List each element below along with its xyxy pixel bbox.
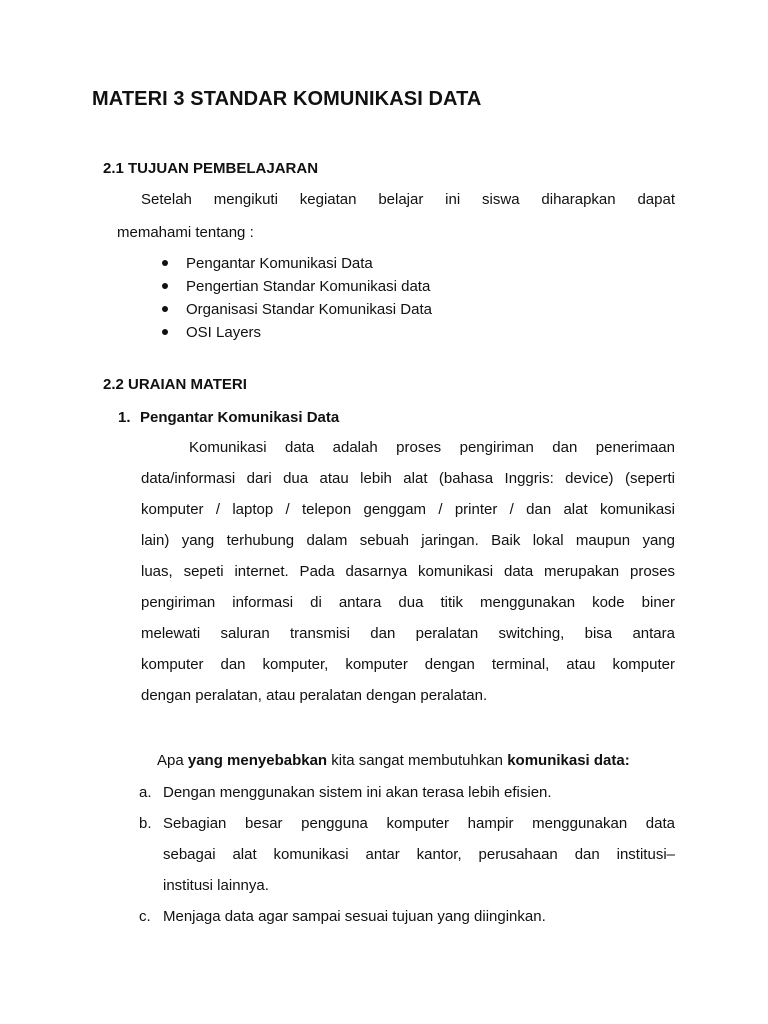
reason-text: Sebagian besar pengguna komputer hampir menggunakan data (163, 815, 675, 832)
paragraph-line: data/informasi dari dua atau lebih alat (bahasa Inggris: device) (seperti (141, 470, 675, 487)
paragraph-line: pengiriman informasi di antara dua titik menggunakan kode biner (141, 594, 675, 611)
reason-item-b (139, 815, 163, 832)
section-heading-tujuan: 2.1 TUJUAN PEMBELAJARAN (103, 160, 319, 177)
paragraph-line: dengan peralatan, atau peralatan dengan peralatan. (141, 687, 488, 704)
bullet-icon (162, 283, 168, 289)
subsection-heading (118, 409, 339, 426)
paragraph-line: lain) yang terhubung dalam sebuah jaringan. Baik lokal maupun yang (141, 532, 675, 549)
list-item (160, 277, 432, 300)
reason-label: b. (139, 815, 152, 832)
question-text: Apa (157, 752, 188, 769)
reason-label: a. (139, 784, 152, 801)
reason-item-c (139, 908, 546, 925)
list-item (160, 323, 432, 346)
paragraph-line: komputer dan komputer, komputer dengan terminal, atau komputer (141, 656, 675, 673)
question-text: kita sangat membutuhkan (327, 752, 508, 769)
list-item-text: Pengertian Standar Komunikasi data (186, 278, 431, 295)
paragraph-line: melewati saluran transmisi dan peralatan switching, bisa antara (141, 625, 675, 642)
list-item-text: Organisasi Standar Komunikasi Data (186, 301, 432, 318)
question-emphasis: yang menyebabkan (187, 752, 328, 769)
bullet-icon (162, 329, 168, 335)
reason-text: sebagai alat komunikasi antar kantor, perusahaan dan institusi– (163, 846, 675, 863)
reason-text: Dengan menggunakan sistem ini akan terasa lebih efisien. (163, 784, 552, 801)
intro-paragraph-line-2: memahami tentang : (117, 224, 254, 241)
list-item (160, 300, 432, 323)
list-item-text: Pengantar Komunikasi Data (186, 255, 373, 272)
objectives-list (160, 254, 432, 346)
reason-item-a (139, 784, 552, 801)
intro-paragraph-line-1: Setelah mengikuti kegiatan belajar ini siswa diharapkan dapat (141, 191, 675, 208)
question-line (157, 752, 630, 769)
body-paragraph (141, 438, 675, 717)
reason-label: c. (139, 908, 151, 925)
section-heading-uraian: 2.2 URAIAN MATERI (103, 376, 247, 393)
reason-text: Menjaga data agar sampai sesuai tujuan yang diinginkan. (163, 908, 546, 925)
bullet-icon (162, 260, 168, 266)
subsection-title: Pengantar Komunikasi Data (140, 409, 340, 426)
bullet-icon (162, 306, 168, 312)
question-colon: : (624, 752, 630, 769)
paragraph-line: Komunikasi data adalah proses pengiriman dan penerimaan (189, 439, 675, 456)
reason-text: institusi lainnya. (163, 877, 269, 894)
document-title: MATERI 3 STANDAR KOMUNIKASI DATA (92, 88, 482, 110)
paragraph-line: luas, sepeti internet. Pada dasarnya komunikasi data merupakan proses (141, 563, 675, 580)
subsection-number: 1. (118, 409, 131, 426)
list-item-text: OSI Layers (186, 324, 262, 341)
list-item (160, 254, 432, 277)
paragraph-line: komputer / laptop / telepon genggam / printer / dan alat komunikasi (141, 501, 675, 518)
question-emphasis: komunikasi data (507, 752, 625, 769)
